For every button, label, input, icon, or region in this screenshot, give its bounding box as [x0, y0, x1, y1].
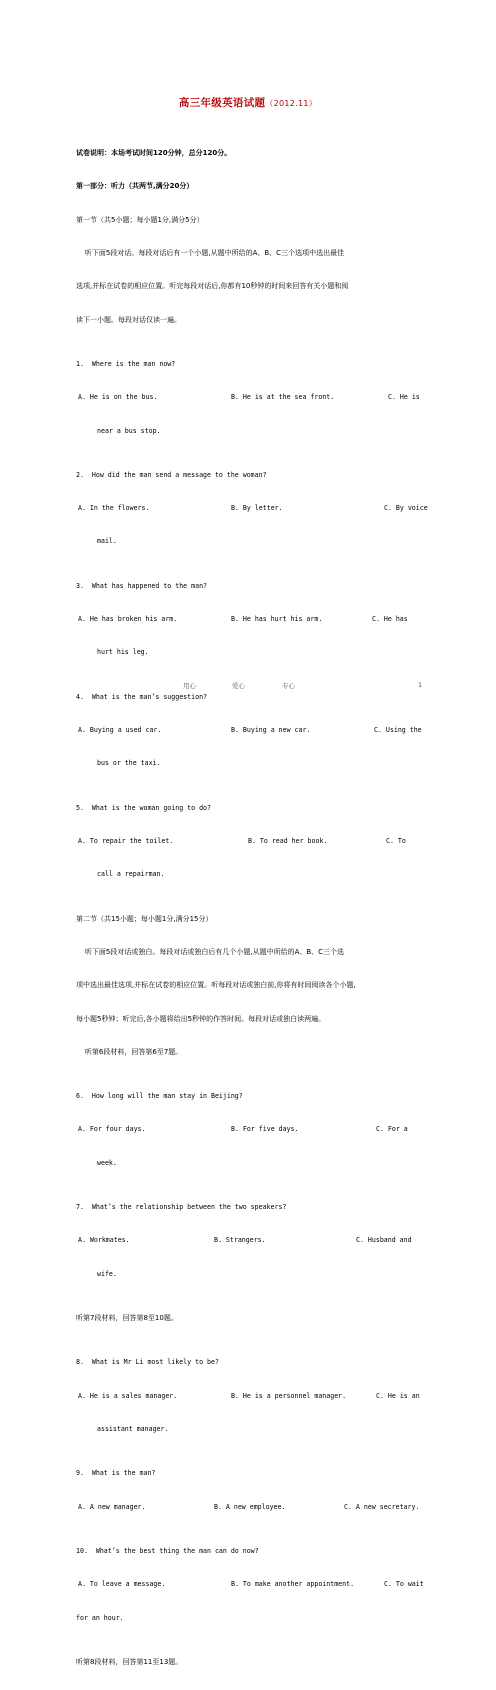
exam-body: [76, 126, 432, 1690]
question-10: 10. What’s the best thing the man can do now?: [76, 1547, 259, 1555]
option-b: B. Buying a new car.: [231, 726, 311, 735]
question-8: 8. What is Mr Li most likely to be?: [76, 1358, 219, 1367]
question-3: 3. What has happened to the man?: [76, 581, 208, 590]
exam-note: 试卷说明：本场考试时间120分钟，总分120分。: [76, 149, 232, 158]
option-b: B. He is a personnel manager.: [231, 1391, 347, 1400]
material-6-heading: 听第6段材料，回答第6至7题。: [76, 1047, 183, 1056]
option-a: A. For four days.: [78, 1125, 146, 1134]
option-c: C. To wait: [384, 1580, 424, 1589]
option-b: B. For five days.: [231, 1125, 299, 1134]
question-5-options: [76, 836, 432, 847]
question-4-options: [76, 725, 432, 736]
option-a: A. He is on the bus.: [78, 393, 158, 402]
question-7-options: [76, 1235, 432, 1246]
question-1-options: [76, 392, 432, 403]
section-one-instruction: 读下一小题。每段对话仅读一遍。: [76, 315, 181, 324]
option-b: B. A new employee.: [214, 1502, 286, 1511]
footer-text: 爱心: [232, 682, 245, 690]
option-b: B. By letter.: [231, 504, 283, 513]
material-8-heading: 听第8段材料，回答第11至13题。: [76, 1657, 183, 1666]
question-4: 4. What is the man’s suggestion?: [76, 692, 208, 701]
option-b: B. To read her book.: [248, 837, 328, 845]
option-a: A. Buying a used car.: [78, 726, 162, 735]
section-one-instruction: 听下面5段对话。每段对话后有一个小题,从题中所给的A、B、C三个选项中选出最佳: [76, 249, 345, 258]
title-text: 高三年级英语试题: [178, 97, 266, 109]
option-c-continued: hurt his leg.: [97, 648, 149, 657]
option-a: A. To repair the toilet.: [78, 837, 174, 845]
option-a: A. Workmates.: [78, 1236, 130, 1245]
option-b: B. He is at the sea front.: [231, 393, 335, 402]
option-c: C. He is an: [376, 1391, 420, 1400]
option-c: C. Husband and: [356, 1236, 412, 1245]
section-two-instruction: 听下面5段对话或独白。每段对话或独白后有几个小题,从题中所给的A、B、C三个选: [76, 947, 345, 956]
option-b: B. He has hurt his arm.: [231, 615, 323, 624]
question-7: 7. What’s the relationship between the two speakers?: [76, 1203, 287, 1212]
question-9-options: [76, 1502, 432, 1513]
option-c: C. Using the: [374, 726, 422, 735]
question-5: 5. What is the woman going to do?: [76, 803, 211, 812]
option-c-continued: near a bus stop.: [97, 426, 161, 435]
section-two-instruction: 项中选出最佳选项,并标在试卷的相应位置。听每段对话或独白前,你将有时间阅读各个小题,: [76, 981, 356, 990]
option-c: C. To: [386, 837, 406, 845]
question-6: 6. How long will the man stay in Beijing?: [76, 1092, 243, 1101]
option-b: B. Strangers.: [214, 1236, 266, 1245]
option-a: A. He is a sales manager.: [78, 1391, 178, 1400]
question-2: 2. How did the man send a message to the woman?: [76, 470, 267, 479]
footer-text: 用心: [183, 682, 196, 690]
footer-text: 专心: [282, 682, 295, 690]
part-one-heading: 第一部分：听力（共两节,满分20分）: [76, 182, 194, 191]
option-c: C. A new secretary.: [344, 1502, 420, 1511]
question-9: 9. What is the man?: [76, 1469, 156, 1478]
page-number: 1: [418, 681, 423, 689]
question-3-options: [76, 614, 432, 625]
option-c: C. By voice: [384, 504, 428, 513]
option-b: B. To make another appointment.: [231, 1580, 355, 1589]
section-two-heading: 第二节（共15小题；每小题1分,满分15分）: [76, 914, 213, 923]
section-one-heading: 第一节（共5小题；每小题1分,满分5分）: [76, 215, 204, 224]
question-10-options: [76, 1579, 432, 1590]
question-8-options: [76, 1391, 432, 1402]
option-c: C. He is: [388, 393, 420, 402]
option-a: A. In the flowers.: [78, 504, 150, 513]
question-1: 1. Where is the man now?: [76, 359, 176, 368]
option-c-continued: call a repairman.: [97, 870, 165, 879]
page-title: [0, 95, 496, 110]
section-two-instruction: 每小题5秒钟；听完后,各小题将给出5秒钟的作答时间。每段对话或独白读两遍。: [76, 1014, 326, 1023]
option-a: A. He has broken his arm.: [78, 615, 178, 624]
material-7-heading: 听第7段材料，回答第8至10题。: [76, 1314, 178, 1323]
option-c: C. For a: [376, 1125, 408, 1134]
section-one-instruction: 选项,并标在试卷的相应位置。听完每段对话后,你都有10秒钟的时间来回答有关小题和阅: [76, 282, 349, 291]
option-c-continued: assistant manager.: [97, 1424, 169, 1433]
option-c-continued: week.: [97, 1158, 117, 1167]
question-2-options: [76, 503, 432, 514]
option-a: A. A new manager.: [78, 1502, 146, 1511]
question-6-options: [76, 1124, 432, 1135]
option-c-continued: for an hour.: [76, 1613, 124, 1622]
option-c-continued: bus or the taxi.: [97, 759, 161, 768]
option-c: C. He has: [372, 615, 408, 624]
option-c-continued: wife.: [97, 1269, 117, 1278]
title-date: （2012.11）: [265, 99, 318, 108]
option-a: A. To leave a message.: [78, 1580, 166, 1589]
option-c-continued: mail.: [97, 537, 117, 546]
